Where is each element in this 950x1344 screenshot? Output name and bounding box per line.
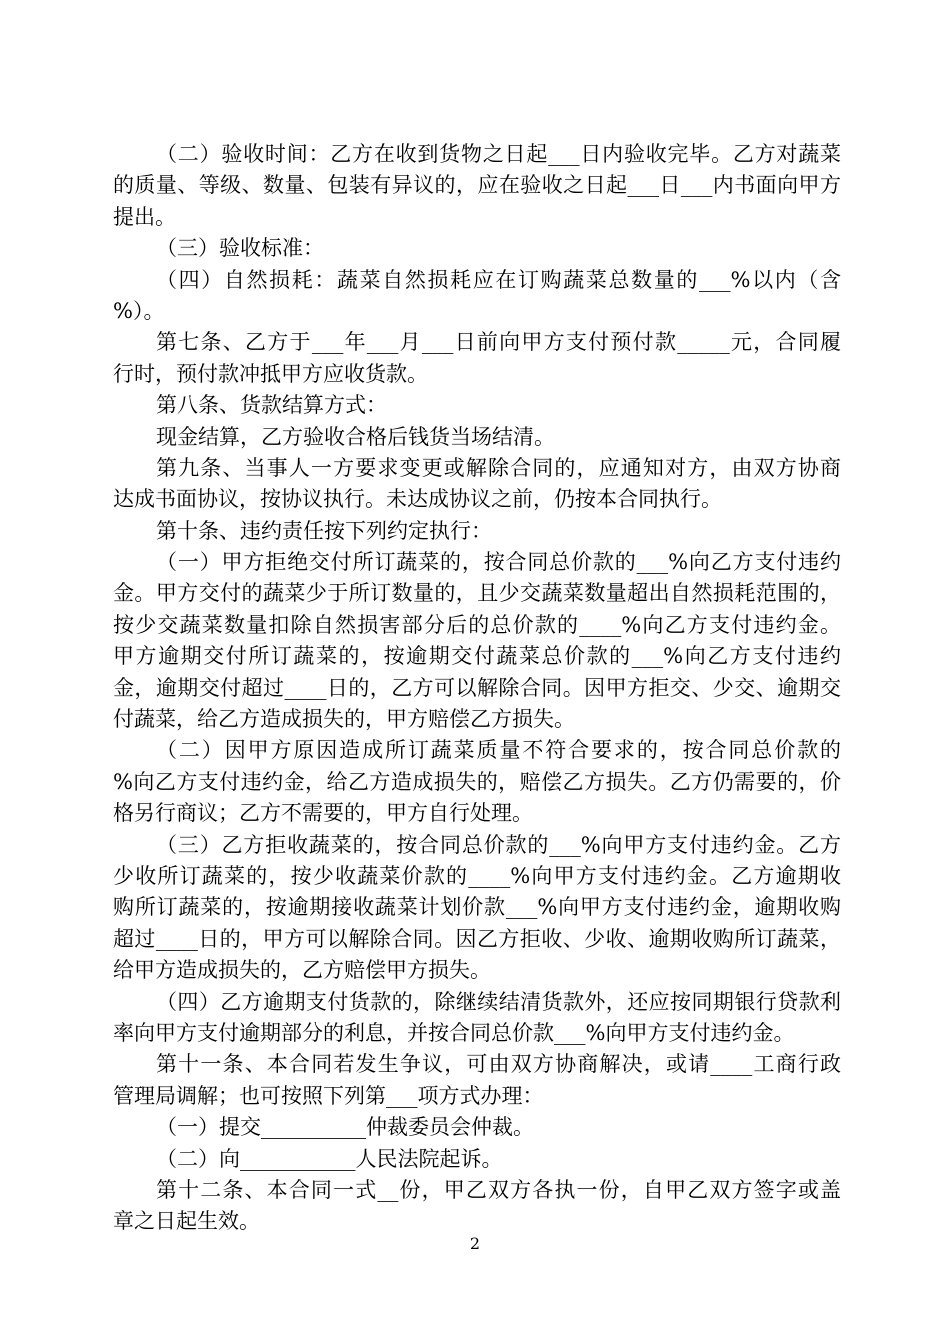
text-line: 提出。 [113, 204, 176, 229]
text-line: 达成书面协议，按协议执行。未达成协议之前，仍按本合同执行。 [113, 487, 722, 512]
text-line: 给甲方造成损失的，乙方赔偿甲方损失。 [113, 958, 491, 983]
contract-body [113, 139, 841, 1238]
text-line: 管理局调解；也可按照下列第___项方式办理： [113, 1083, 544, 1108]
text-line: （三）乙方拒收蔬菜的，按合同总价款的___%向甲方支付违约金。乙方 [156, 832, 841, 857]
text-line: （四）乙方逾期支付货款的，除继续结清货款外，还应按同期银行贷款利 [156, 989, 841, 1014]
text-line: （四）自然损耗：蔬菜自然损耗应在订购蔬菜总数量的___%以内（含 [156, 267, 841, 292]
text-line: 第八条、货款结算方式： [156, 393, 387, 418]
text-line: （二）向___________人民法院起诉。 [156, 1146, 503, 1171]
text-line: 行时，预付款冲抵甲方应收货款。 [113, 361, 428, 386]
text-line: 第九条、当事人一方要求变更或解除合同的，应通知对方，由双方协商 [156, 455, 841, 480]
text-line: %向乙方支付违约金，给乙方造成损失的，赔偿乙方损失。乙方仍需要的，价 [113, 769, 841, 794]
text-line: （一）提交__________仲裁委员会仲裁。 [156, 1115, 534, 1140]
text-line: （一）甲方拒绝交付所订蔬菜的，按合同总价款的___%向乙方支付违约 [156, 550, 841, 575]
text-line: 超过____日的，甲方可以解除合同。因乙方拒收、少收、逾期收购所订蔬菜， [113, 926, 841, 951]
text-line: 付蔬菜，给乙方造成损失的，甲方赔偿乙方损失。 [113, 707, 575, 732]
page-number: 2 [469, 1234, 481, 1253]
text-line: 第十一条、本合同若发生争议，可由双方协商解决，或请____工商行政 [156, 1052, 841, 1077]
text-line: （二）验收时间：乙方在收到货物之日起___日内验收完毕。乙方对蔬菜 [156, 142, 841, 166]
text-line: 第十条、违约责任按下列约定执行： [156, 518, 492, 543]
text-line: 现金结算，乙方验收合格后钱货当场结清。 [156, 424, 555, 449]
text-line: %）。 [113, 298, 165, 323]
text-line: 少收所订蔬菜的，按少收蔬菜价款的____%向甲方支付违约金。乙方逾期收 [113, 863, 841, 888]
text-line: （三）验收标准： [156, 236, 324, 261]
text-line: 第十二条、本合同一式__份，甲乙双方各执一份，自甲乙双方签字或盖 [156, 1177, 841, 1202]
text-line: 按少交蔬菜数量扣除自然损害部分后的总价款的____%向乙方支付违约金。 [113, 612, 841, 637]
text-line: 格另行商议；乙方不需要的，甲方自行处理。 [113, 801, 533, 826]
text-line: 率向甲方支付逾期部分的利息，并按合同总价款___%向甲方支付违约金。 [113, 1020, 795, 1045]
text-line: 金。甲方交付的蔬菜少于所订数量的，且少交蔬菜数量超出自然损耗范围的， [113, 581, 841, 606]
text-line: 章之日起生效。 [113, 1209, 260, 1234]
text-line: 的质量、等级、数量、包装有异议的，应在验收之日起___日___内书面向甲方 [113, 173, 841, 198]
text-line: （二）因甲方原因造成所订蔬菜质量不符合要求的，按合同总价款的 [156, 738, 841, 763]
text-line: 金，逾期交付超过____日的，乙方可以解除合同。因甲方拒交、少交、逾期交 [113, 675, 841, 700]
text-line: 购所订蔬菜的，按逾期接收蔬菜计划价款___%向甲方支付违约金，逾期收购 [113, 895, 841, 920]
text-line: 第七条、乙方于___年___月___日前向甲方支付预付款_____元，合同履 [156, 330, 841, 355]
text-line: 甲方逾期交付所订蔬菜的，按逾期交付蔬菜总价款的___%向乙方支付违约 [113, 644, 841, 669]
